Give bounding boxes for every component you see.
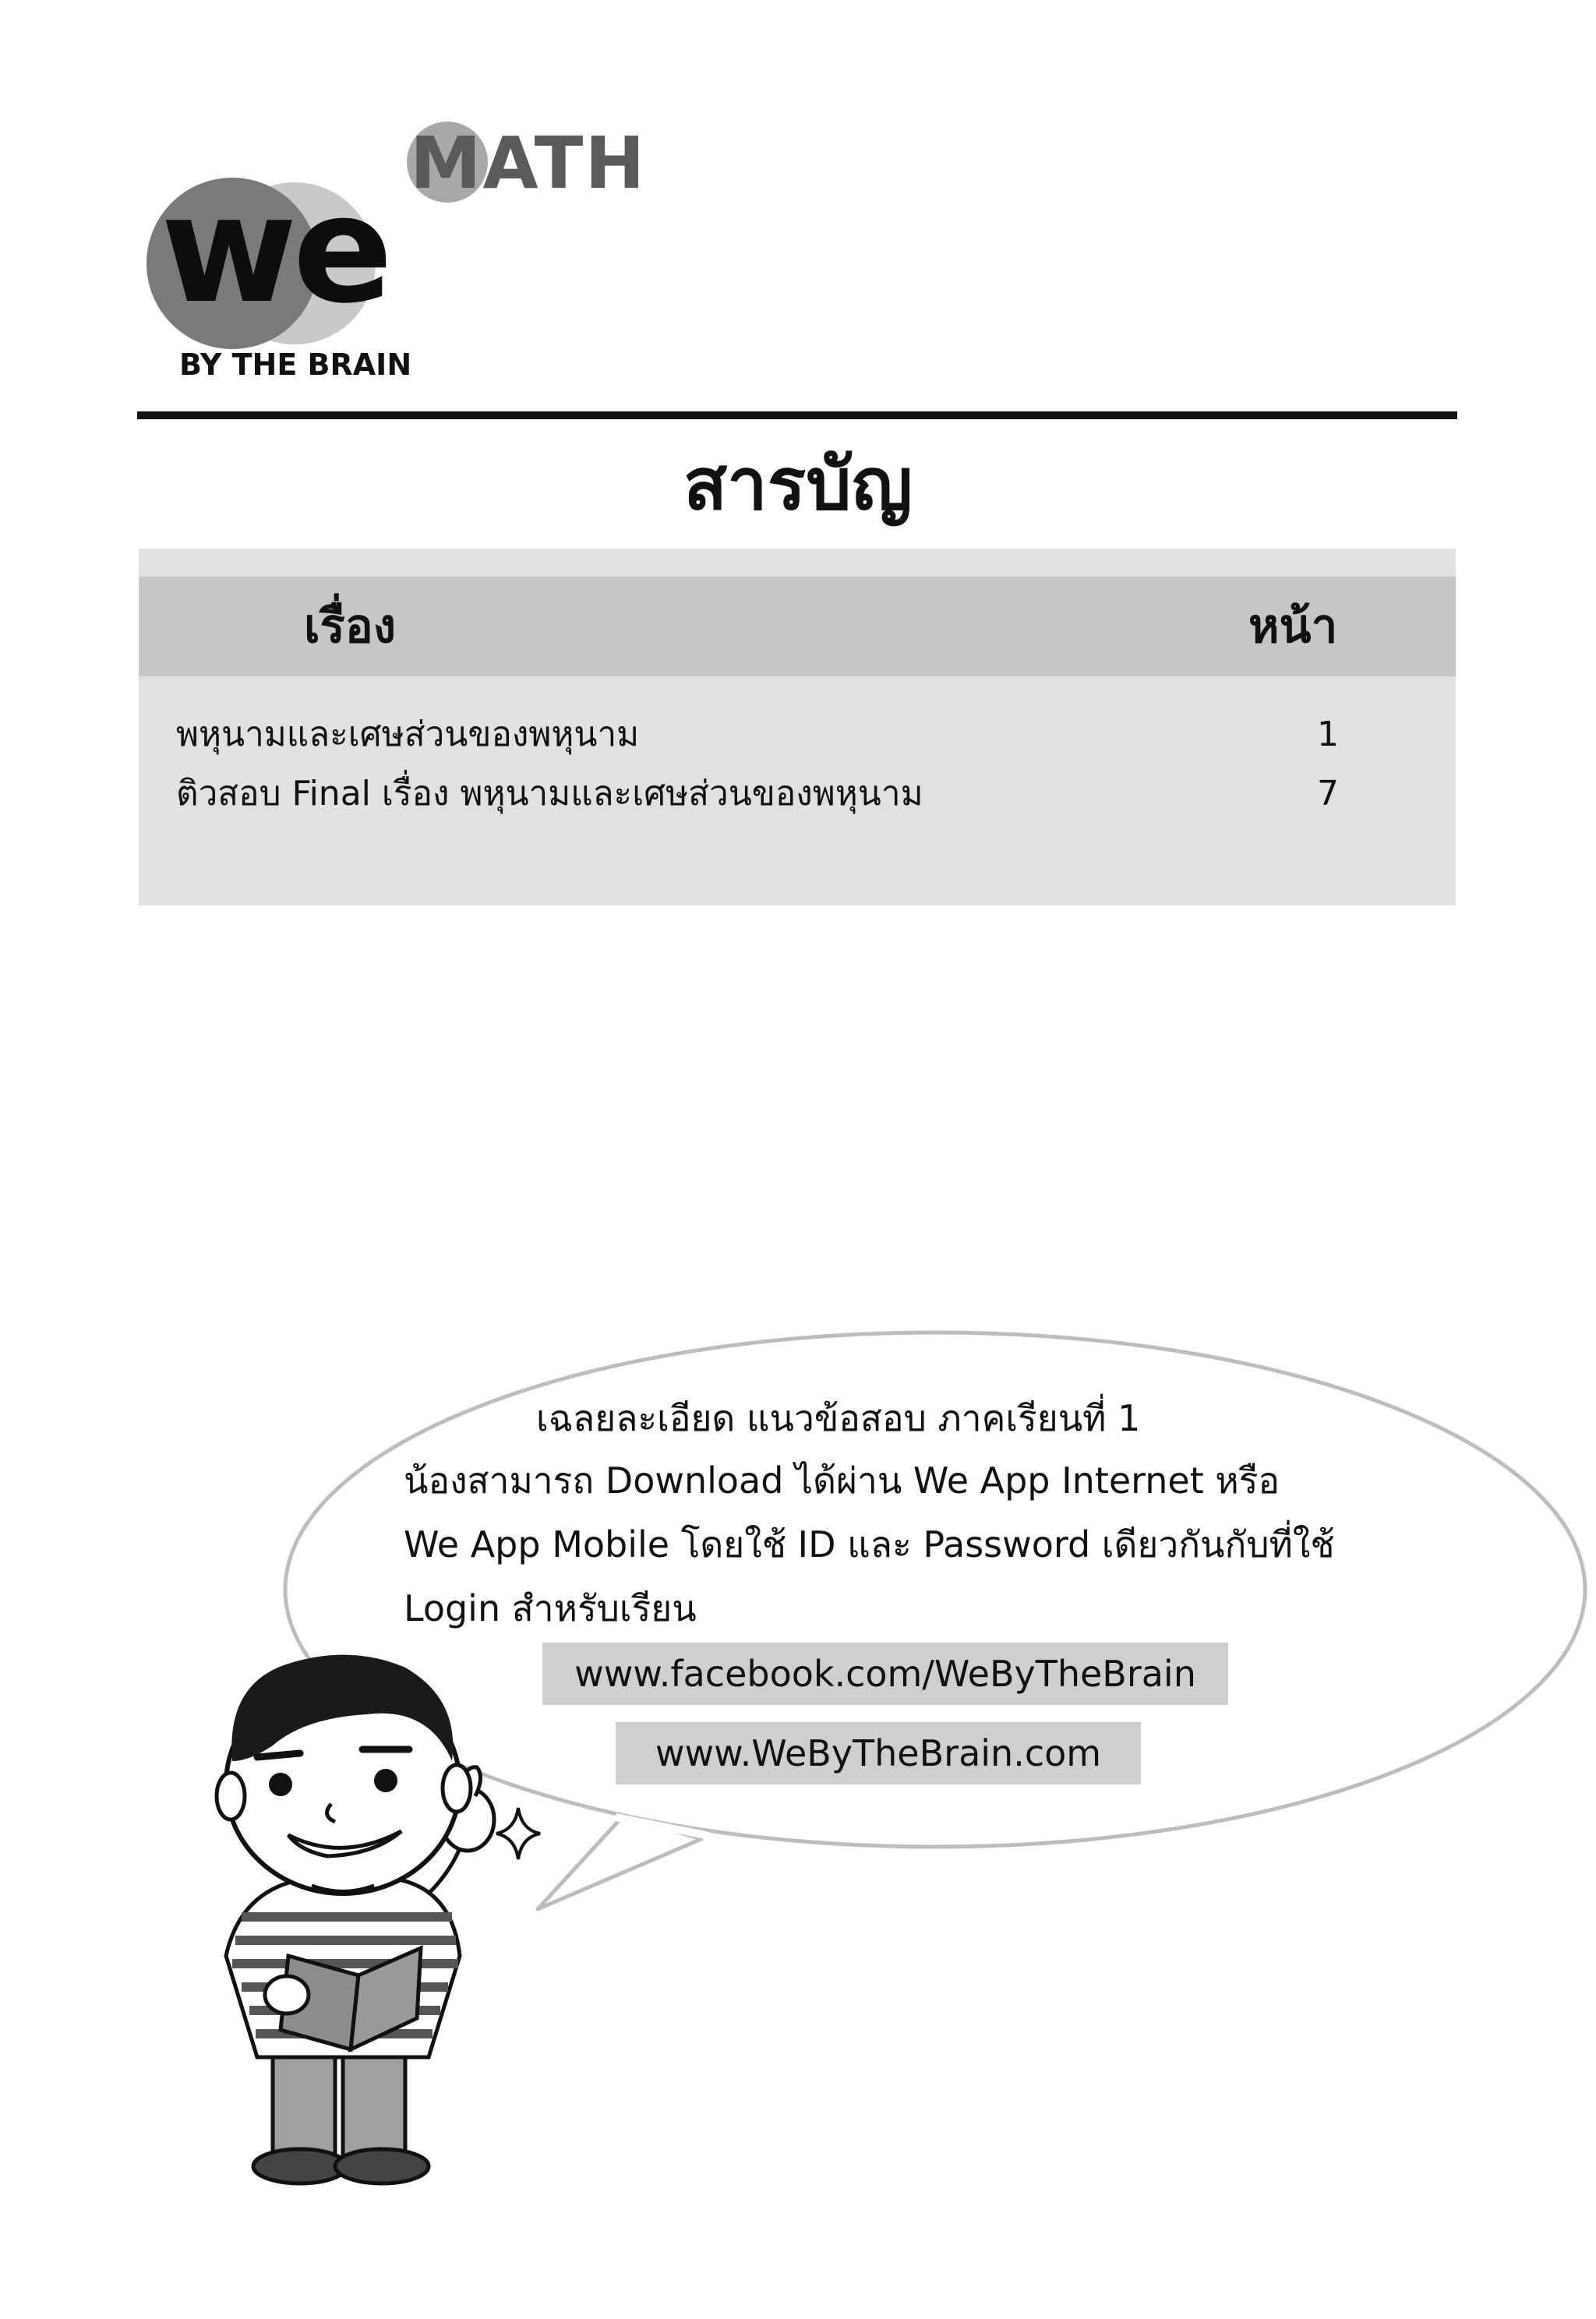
bubble-line: เฉลยละเอียด แนวข้อสอบ ภาคเรียนที่ 1 — [536, 1397, 1141, 1439]
toc-header-topic: เรื่อง — [304, 599, 397, 654]
logo-we-text: we — [161, 164, 389, 336]
website-link[interactable]: www.WeByTheBrain.com — [616, 1722, 1141, 1784]
bubble-line: We App Mobile โดยใช้ ID และ Password เดียวกันกับที่ใช้ — [404, 1523, 1335, 1565]
toc-row-page: 7 — [1317, 774, 1339, 814]
toc-row-topic: ติวสอบ Final เรื่อง พหุนามและเศษส่วนของพหุนาม — [176, 774, 923, 814]
toc-row-page: 1 — [1317, 715, 1339, 754]
page-title: สารบัญ — [683, 443, 913, 526]
facebook-link[interactable]: www.facebook.com/WeByTheBrain — [542, 1643, 1228, 1705]
toc-row-topic: พหุนามและเศษส่วนของพหุนาม — [176, 715, 640, 754]
sparkle-icon — [495, 1806, 542, 1861]
logo-math-text: MATH — [410, 122, 647, 205]
cartoon-boy-reading-book — [195, 1629, 584, 2190]
toc-header-page: หน้า — [1248, 599, 1338, 654]
bubble-line: Login สำหรับเรียน — [404, 1587, 697, 1629]
bubble-line: น้องสามารถ Download ได้ผ่าน We App Internet หรือ — [404, 1460, 1280, 1502]
logo-tagline: BY THE BRAIN — [179, 348, 412, 382]
